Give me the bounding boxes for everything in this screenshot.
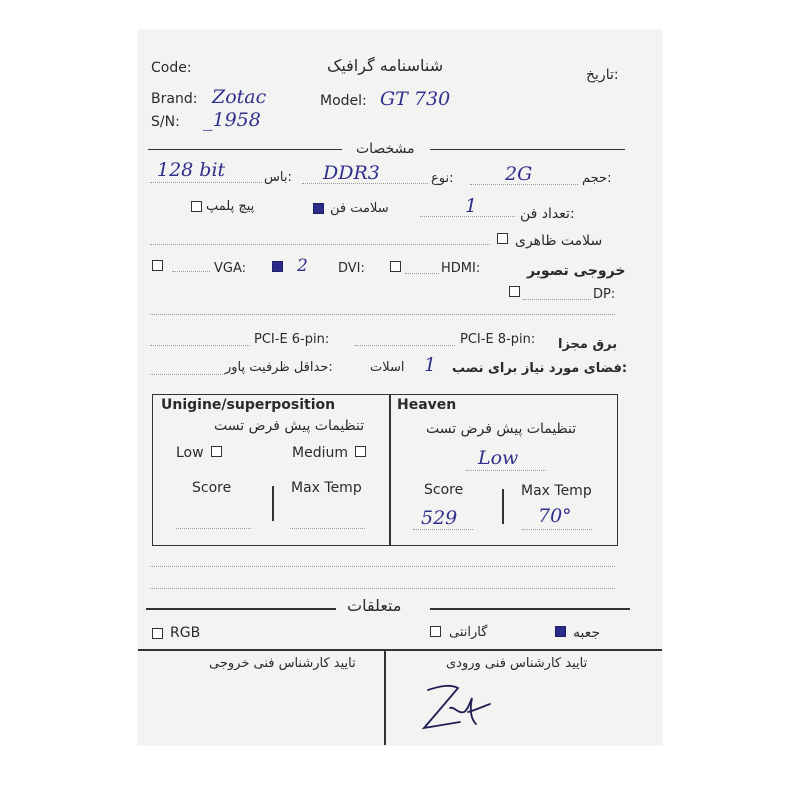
sheet-title: شناسنامه گرافیک (327, 56, 444, 75)
bus-value: 128 bit (157, 159, 226, 181)
unigine-score-dots (176, 528, 251, 529)
bus-label: باس: (264, 170, 292, 185)
sn-value: _1958 (203, 109, 261, 131)
type-label: نوع: (431, 171, 454, 186)
code-label: Code: (151, 60, 192, 76)
rgb-label: RGB (170, 625, 201, 641)
power-label: برق مجزا (558, 337, 618, 352)
vga-checkbox[interactable] (152, 260, 163, 271)
vga-dots (172, 271, 210, 272)
slots-value: 1 (424, 354, 437, 376)
fan-health-checkbox[interactable] (313, 203, 324, 214)
blank-line-2 (150, 566, 615, 567)
pcie8-label: PCI-E 8-pin: (460, 332, 536, 347)
fan-count-label: تعداد فن: (520, 206, 575, 222)
unigine-medium-label: Medium (292, 445, 348, 461)
blank-line-1 (150, 314, 615, 315)
dp-dots (523, 299, 591, 300)
dp-checkbox[interactable] (509, 286, 520, 297)
plump-screw-label: پیچ پلمپ (206, 199, 255, 214)
heaven-preset-dots (466, 470, 546, 471)
bus-dots (150, 182, 262, 183)
size-value: 2G (505, 163, 533, 185)
unigine-inner-divider (272, 486, 274, 521)
approval-divider (384, 649, 386, 745)
heaven-score-dots (413, 529, 473, 530)
heaven-preset-value: Low (478, 447, 519, 469)
blank-line-3 (150, 588, 615, 589)
fan-health-label: سلامت فن (330, 201, 389, 216)
plump-screw-checkbox[interactable] (191, 201, 202, 212)
dp-label: DP: (593, 287, 616, 302)
brand-value: Zotac (212, 86, 267, 108)
appearance-checkbox[interactable] (497, 233, 508, 244)
install-space-label: فضای مورد نیاز برای نصب: (452, 361, 628, 376)
model-label: Model: (320, 93, 367, 109)
specs-divider-right (430, 149, 625, 150)
pcie6-dots (150, 345, 250, 346)
fan-count-value: 1 (465, 195, 478, 217)
size-label: حجم: (582, 171, 612, 186)
vga-label: VGA: (214, 261, 247, 276)
warranty-label: گارانتی (449, 625, 488, 640)
heaven-maxtemp-label: Max Temp (521, 483, 592, 499)
unigine-preset-label: تنظیمات پیش فرض تست (214, 418, 365, 434)
heaven-preset-label: تنظیمات پیش فرض تست (426, 421, 577, 437)
warranty-checkbox[interactable] (430, 626, 441, 637)
outputs-label: خروجی تصویر (527, 263, 626, 279)
benchmark-divider (389, 394, 391, 546)
entry-signature (410, 678, 510, 738)
heaven-maxtemp-dots (522, 529, 592, 530)
model-value: GT 730 (380, 88, 451, 110)
unigine-score-label: Score (192, 480, 232, 496)
approval-top-divider (138, 649, 662, 651)
heaven-title: Heaven (397, 397, 457, 413)
pcie8-dots (355, 345, 455, 346)
box-label: جعبه (573, 625, 601, 641)
unigine-maxtemp-label: Max Temp (291, 480, 362, 496)
heaven-maxtemp-value: 70° (538, 505, 572, 527)
heaven-score-label: Score (424, 482, 464, 498)
type-dots (302, 183, 428, 184)
accessories-divider-left (146, 608, 336, 610)
date-label: تاریخ: (586, 67, 619, 83)
unigine-maxtemp-dots (290, 528, 365, 529)
unigine-low-checkbox[interactable] (211, 446, 222, 457)
fan-count-dots (420, 216, 515, 217)
exit-approval-label: تایید کارشناس فنی خروجی (209, 656, 356, 671)
heaven-score-value: 529 (421, 507, 458, 529)
size-dots (470, 184, 578, 185)
dvi-label: DVI: (338, 261, 365, 276)
appearance-label: سلامت ظاهری (515, 233, 603, 249)
dvi-checkbox[interactable] (272, 261, 283, 272)
specs-section-title: مشخصات (356, 141, 415, 157)
slots-label: اسلات (370, 360, 405, 375)
hdmi-checkbox[interactable] (390, 261, 401, 272)
accessories-section-title: متعلقات (347, 596, 402, 615)
unigine-low-label: Low (176, 445, 204, 461)
appearance-dots (150, 244, 490, 245)
box-checkbox[interactable] (555, 626, 566, 637)
min-psu-dots (150, 374, 225, 375)
entry-approval-label: تایید کارشناس فنی ورودی (446, 656, 588, 671)
dvi-value: 2 (297, 256, 308, 276)
pcie6-label: PCI-E 6-pin: (254, 332, 330, 347)
unigine-medium-checkbox[interactable] (355, 446, 366, 457)
type-value: DDR3 (323, 162, 380, 184)
hdmi-dots (405, 273, 439, 274)
hdmi-label: HDMI: (441, 261, 481, 276)
brand-label: Brand: (151, 91, 198, 107)
unigine-title: Unigine/superposition (161, 397, 336, 413)
specs-divider-left (148, 149, 342, 150)
heaven-inner-divider (502, 489, 504, 524)
min-psu-label: حداقل ظرفیت پاور: (225, 360, 333, 375)
rgb-checkbox[interactable] (152, 628, 163, 639)
accessories-divider-right (430, 608, 630, 610)
sn-label: S/N: (151, 114, 180, 130)
